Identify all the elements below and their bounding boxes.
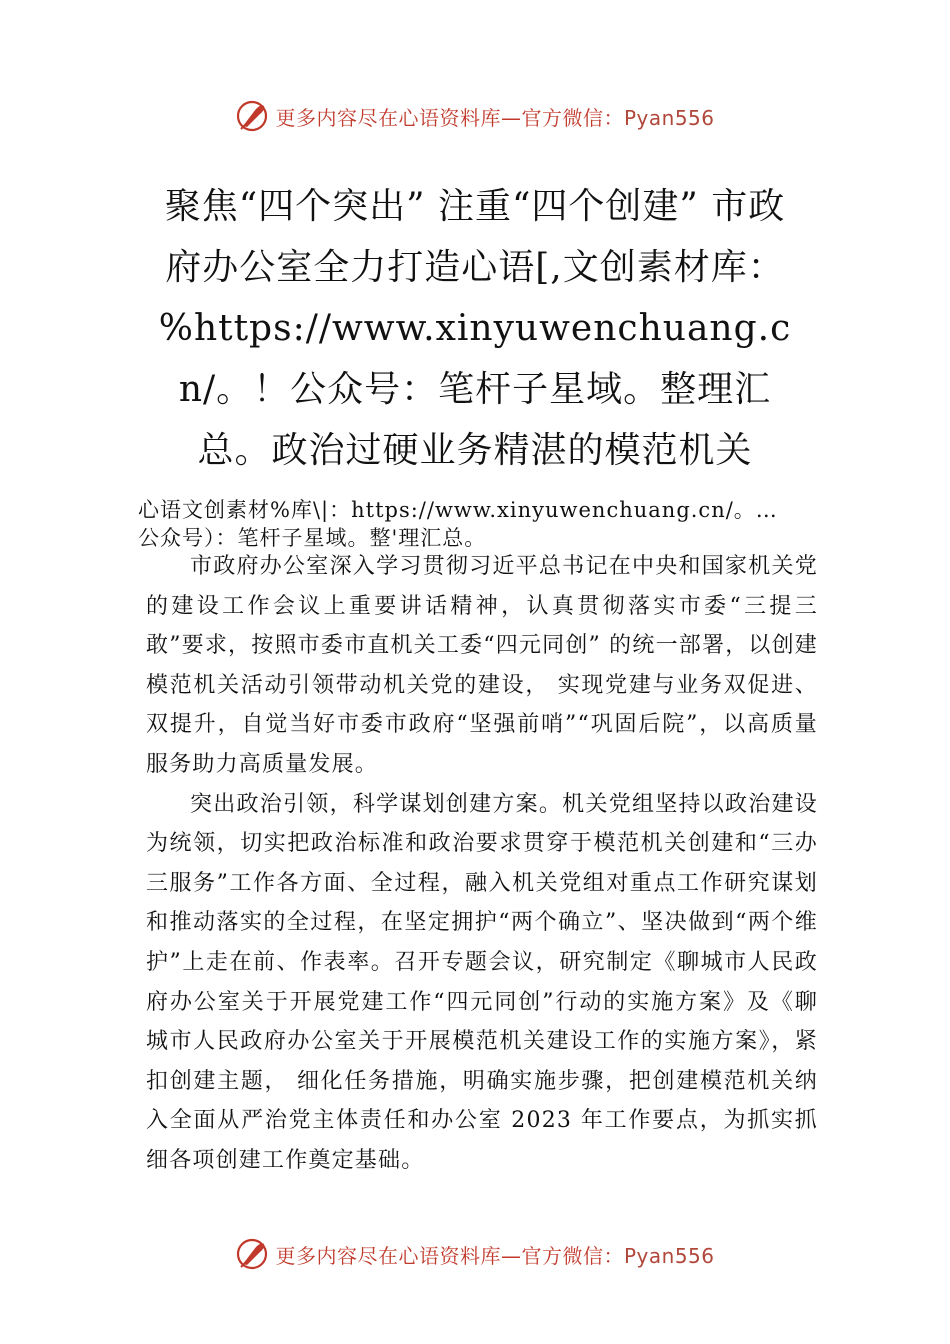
paragraph-2: 突出政治引领，科学谋划创建方案。机关党组坚持以政治建设为统领，切实把政治标准和政治要求贯穿于模范机关创建和“三办三服务”工作各方面、全过程，融入机关党组对重点工作研究谋划和推动落实的全过程，在坚定拥护“两个确立”、坚决做到“两个维护”上走在前、作表率。召开专题会议，研究制定《聊城市人民政府办公室关于开展党建工作“四元同创”行动的实施方案》及《聊城市人民政府办公室关于开展模范机关建设工作的实施方案》，紧扣创建主题， 细化任务措施，明确实施步骤，把创建模范机关纳入全面从严治党主体责任和办公室 2023 年工作要点，为抓实抓细各项创建工作奠定基础。 <box>146 791 818 1173</box>
document-title: 聚焦“四个突出” 注重“四个创建” 市政府办公室全力打造心语[,文创素材库：%https://www.xinyuwenchuang.cn/。！公众号：笔杆子星域。整理汇总。政治过硬业务精湛的模范机关 <box>158 186 792 471</box>
quill-pen-logo-icon <box>235 99 269 133</box>
watermark-line-2: 公众号）：笔杆子星域。整'理汇总。 <box>138 526 487 550</box>
footer-banner <box>0 1234 950 1274</box>
wechat-id: Pyan556 <box>623 105 715 130</box>
banner-label: 更多内容尽在心语资料库—官方微信： <box>275 1243 624 1268</box>
banner-text <box>275 102 714 131</box>
watermark-line-1: 心语文创素材%库\|：https://www.xinyuwenchuang.cn/。… <box>138 498 778 522</box>
document-body <box>146 547 818 1181</box>
wechat-id: Pyan556 <box>623 1243 715 1268</box>
banner-text <box>275 1240 714 1269</box>
header-banner <box>0 96 950 136</box>
banner-label: 更多内容尽在心语资料库—官方微信： <box>275 105 624 130</box>
quill-pen-logo-icon <box>235 1237 269 1271</box>
paragraph-1: 市政府办公室深入学习贯彻习近平总书记在中央和国家机关党的建设工作会议上重要讲话精神，认真贯彻落实市委“三提三敢”要求，按照市委市直机关工委“四元同创” 的统一部署，以创建模范机关活动引领带动机关党的建设， 实现党建与业务双促进、双提升，自觉当好市委市政府“坚强前哨”“巩固后院”，以高质量服务助力高质量发展。 <box>146 554 818 777</box>
